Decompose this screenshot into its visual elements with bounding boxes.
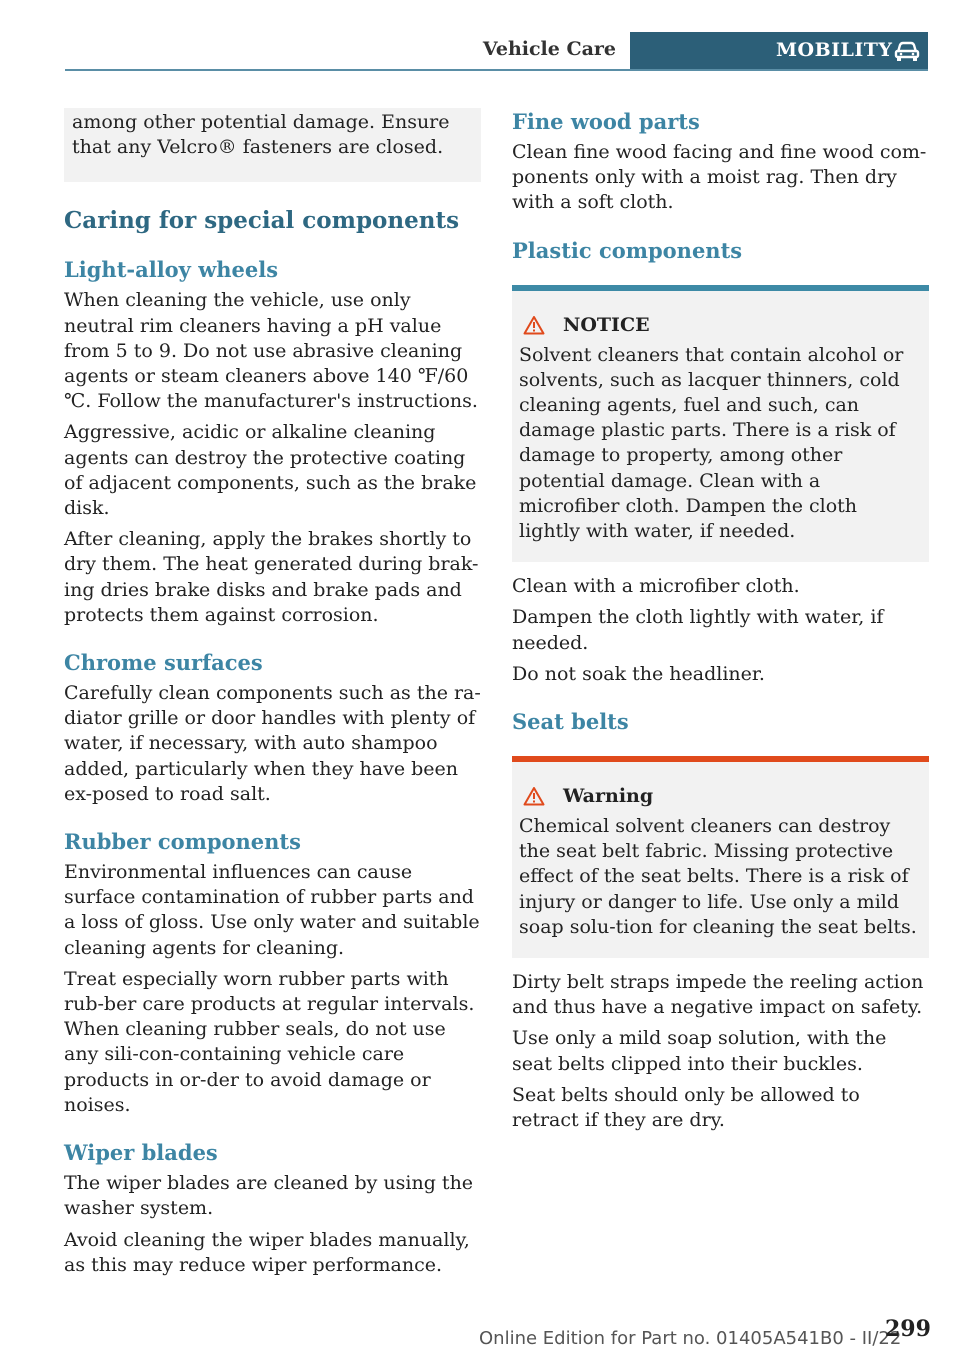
heading-rubber-components: Rubber components [64, 829, 301, 855]
chapter-title: MOBILITY [776, 39, 893, 61]
paragraph: Clean fine wood facing and fine wood com-ponents only with a moist rag. Then dry with a soft cloth. [512, 141, 927, 214]
warning-triangle-icon [523, 786, 545, 806]
heading-wiper-blades: Wiper blades [64, 1140, 218, 1166]
edition-line: Online Edition for Part no. 01405A541B0 - II/22 [479, 1328, 902, 1349]
right-column [512, 108, 929, 1139]
paragraph: Use only a mild soap solution, with the seat belts clipped into their buckles. [512, 1027, 887, 1075]
heading-fine-wood-parts: Fine wood parts [512, 109, 700, 134]
paragraph: Environmental influences can cause surface contamination of rubber parts and a loss of gloss. Use only water and suitable cleaning agents for cleaning. [64, 861, 480, 959]
page-footer [0, 1316, 960, 1356]
left-column [64, 108, 481, 1284]
paragraph: Do not soak the headliner. [512, 662, 765, 685]
page-header [65, 32, 928, 71]
continued-note-box [64, 108, 481, 182]
notice-box [512, 285, 929, 563]
warning-title: Warning [563, 785, 654, 808]
main-heading: Caring for special components [64, 207, 460, 235]
paragraph: Avoid cleaning the wiper blades manually, as this may reduce wiper performance. [64, 1228, 470, 1276]
warning-box [512, 756, 929, 958]
header-rule [65, 69, 928, 71]
car-icon [894, 40, 920, 62]
paragraph: Aggressive, acidic or alkaline cleaning agents can destroy the protective coating of adjacent components, such as the brake disk. [64, 421, 477, 520]
section-title: Vehicle Care [482, 38, 616, 60]
paragraph: When cleaning the vehicle, use only neutral rim cleaners having a pH value from 5 to 9. Do not use abrasive cleaning agents or steam cleaners above 140 ℉/60 ℃. Follow the manufacturer's instructions. [64, 289, 478, 413]
notice-title: NOTICE [563, 313, 650, 336]
paragraph: Carefully clean components such as the ra-diator grille or door handles with plenty of water, if necessary, with auto shampoo added, particularly when they have been ex-posed to road salt. [64, 682, 481, 805]
paragraph: Dampen the cloth lightly with water, if needed. [512, 606, 884, 654]
paragraph: Treat especially worn rubber parts with rub-ber care products at regular intervals. When cleaning rubber seals, do not use any sili-con-containing vehicle care products in or-der to avoid damage or noises. [64, 967, 475, 1116]
paragraph: The wiper blades are cleaned by using the washer system. [64, 1172, 474, 1220]
heading-plastic-components: Plastic components [512, 237, 743, 263]
notice-text: Solvent cleaners that contain alcohol or solvents, such as lacquer thinners, cold cleaning agents, fuel and such, can damage plastic parts. There is a risk of damage to property, among other potential damage. Clean with a microfiber cloth. Dampen the cloth lightly with water, if needed. [519, 343, 904, 543]
continued-note-text: among other potential damage. Ensure that any Velcro® fasteners are closed. [72, 111, 450, 159]
paragraph: Seat belts should only be allowed to retract if they are dry. [512, 1083, 860, 1132]
paragraph: Dirty belt straps impede the reeling action and thus have a negative impact on safety. [512, 971, 924, 1019]
warning-text: Chemical solvent cleaners can destroy the seat belt fabric. Missing protective effect of the seat belts. There is a risk of injury or danger to life. Use only a mild soap solu-tion for cleaning the seat belts. [519, 815, 917, 938]
heading-chrome-surfaces: Chrome surfaces [64, 650, 263, 676]
paragraph: After cleaning, apply the brakes shortly to dry them. The heat generated during brak-ing dries brake disks and brake pads and protects them against corrosion. [64, 528, 479, 626]
chapter-tab [630, 32, 928, 71]
heading-seat-belts: Seat belts [512, 709, 629, 735]
heading-light-alloy-wheels: Light-alloy wheels [64, 257, 279, 283]
paragraph: Clean with a microfiber cloth. [512, 575, 800, 598]
warning-triangle-icon [523, 315, 545, 335]
page-number: 299 [885, 1316, 931, 1342]
